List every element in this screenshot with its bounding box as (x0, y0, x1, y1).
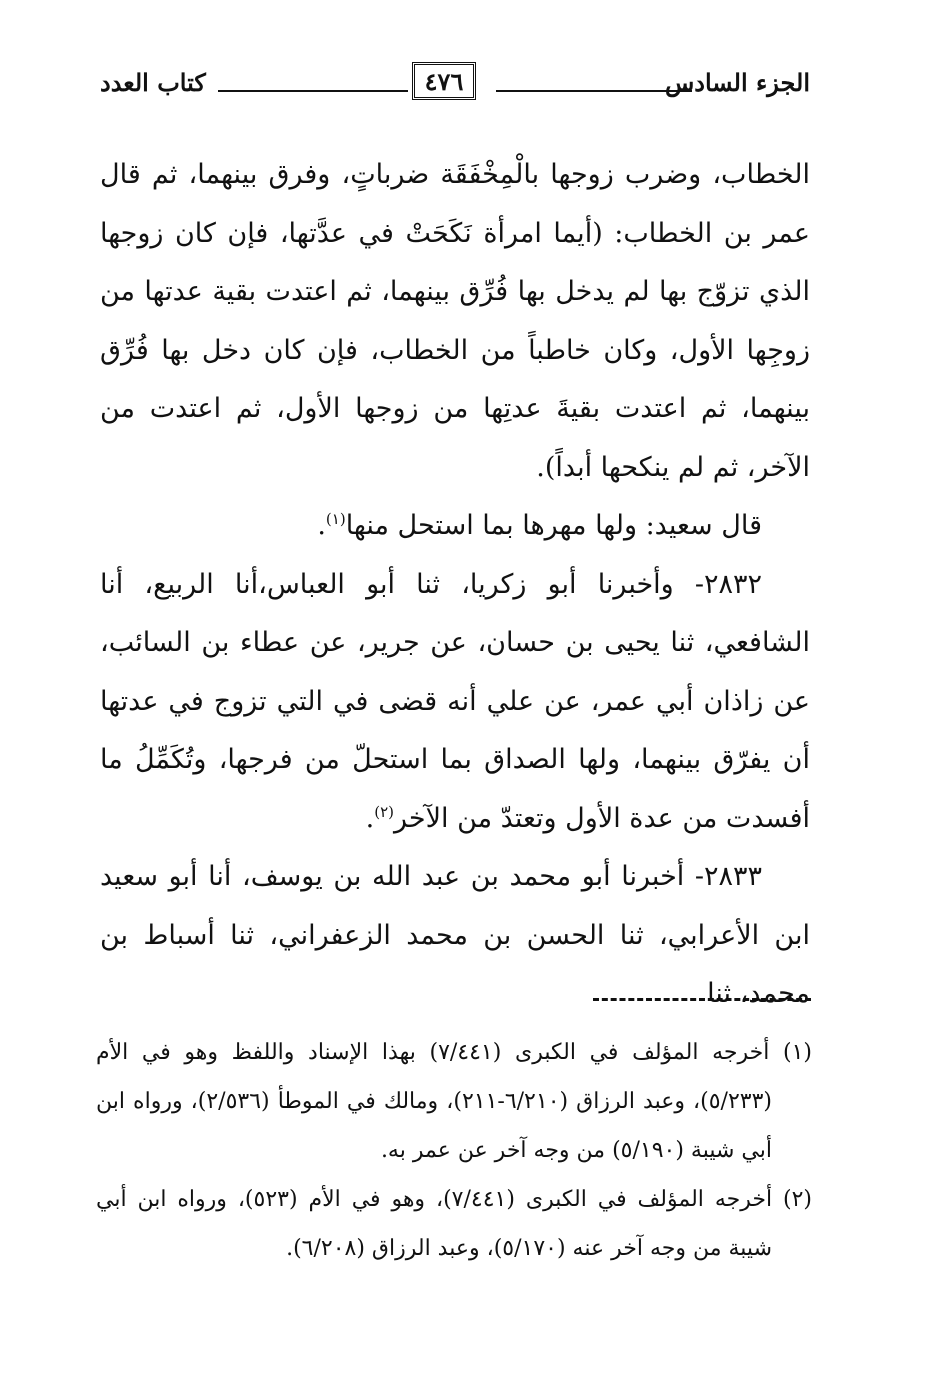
paragraph-1: الخطاب، وضرب زوجها بالْمِخْفَقَة ضرباتٍ، وفرق بينهما، ثم قال عمر بن الخطاب: (أيما امرأة نَكَحَتْ في عدَّتها، فإن كان زوجها الذي تزوّج بها لم يدخل بها فُرِّق بينهما، ثم اعتدت بقية عدتها من زوجِها الأول، وكان خاطباً من الخطاب، فإن كان دخل بها فُرِّق بينهما، ثم اعتدت بقيةَ عدتِها من زوجها الأول، ثم اعتدت من الآخر، ثم لم ينكحها أبداً). (100, 159, 810, 483)
book-title: كتاب العدد (100, 68, 206, 97)
footnote-ref-2: (٢) (374, 802, 395, 821)
page-number: ٤٧٦ (412, 62, 476, 100)
footnote-separator (593, 998, 811, 1001)
paragraph-2-text: قال سعيد: ولها مهرها بما استحل منها (345, 510, 762, 541)
footnotes (96, 1028, 812, 1273)
volume-title: الجزء السادس (664, 68, 810, 97)
paragraph-2833: ٢٨٣٣- أخبرنا أبو محمد بن عبد الله بن يوسف، أنا أبو سعيد ابن الأعرابي، ثنا الحسن بن محمد الزعفراني، ثنا أسباط بن محمد، ثنا (100, 861, 810, 1009)
main-text (100, 146, 810, 1024)
footnote-1: (١) أخرجه المؤلف في الكبرى (٧/٤٤١) بهذا الإسناد واللفظ وهو في الأم (٥/٢٣٣)، وعبد الرزاق (٦/٢١٠-٢١١)، ومالك في الموطأ (٢/٥٣٦)، ورواه ابن أبي شيبة (٥/١٩٠) من وجه آخر عن عمر به. (96, 1040, 812, 1163)
paragraph-2-end: . (317, 510, 326, 541)
page-header (100, 62, 810, 106)
paragraph-2832 (100, 556, 810, 849)
header-rule-left (218, 90, 408, 92)
footnote-2: (٢) أخرجه المؤلف في الكبرى (٧/٤٤١)، وهو في الأم (٥٢٣)، ورواه ابن أبي شيبة من وجه آخر عنه (٥/١٧٠)، وعبد الرزاق (٦/٢٠٨). (96, 1187, 812, 1261)
paragraph-2832-end: . (365, 802, 375, 834)
paragraph-2832-text: ٢٨٣٢- وأخبرنا أبو زكريا، ثنا أبو العباس،أنا الربيع، أنا الشافعي، ثنا يحيى بن حسان، عن جرير، عن عطاء بن السائب، عن زاذان أبي عمر، عن علي أنه قضى في التي تزوج في عدتها أن يفرّق بينهما، ولها الصداق بما استحلّ من فرجها، وتُكَمِّلُ ما أفسدت من عدة الأول وتعتدّ من الآخر (100, 568, 811, 834)
header-rule-right (496, 90, 692, 92)
footnote-ref-1: (١) (325, 510, 346, 528)
paragraph-2 (100, 497, 810, 556)
